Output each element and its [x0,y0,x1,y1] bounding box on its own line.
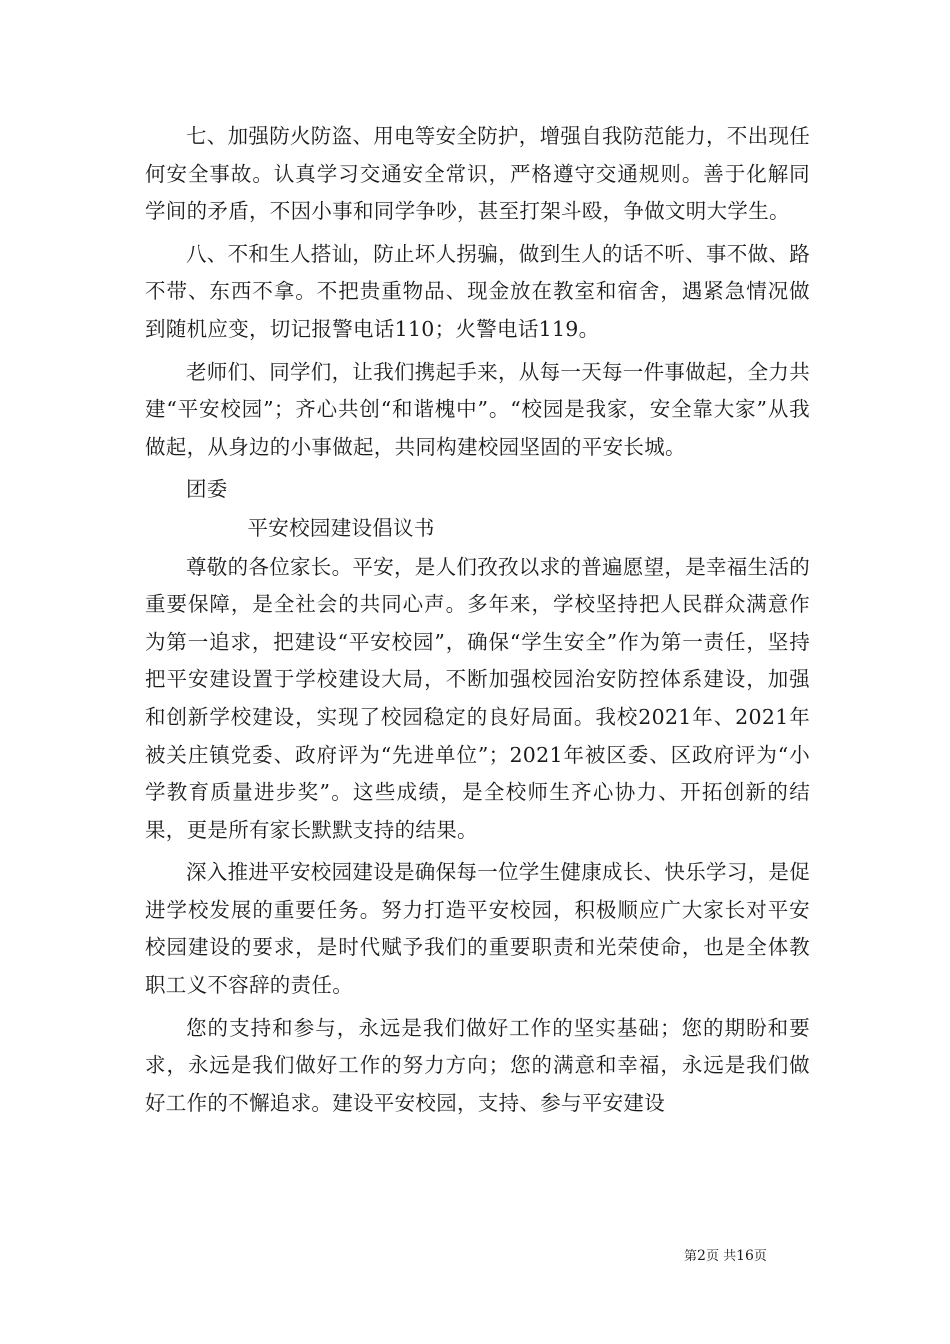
paragraph-closing-call: 老师们、同学们，让我们携起手来，从每一天每一件事做起，全力共建“平安校园”；齐心共创“和谐槐中”。“校园是我家，安全靠大家”从我做起，从身边的小事做起，共同构建校园坚固的平安长城。 [145,359,810,459]
paragraph-safety-fire: 七、加强防火防盗、用电等安全防护，增强自我防范能力，不出现任何安全事故。认真学习交通安全常识，严格遵守交通规则。善于化解同学间的矛盾，不因小事和同学争吵，甚至打架斗殴，争做文明大学生。 [145,124,810,224]
paragraph-strangers: 八、不和生人搭讪，防止坏人拐骗，做到生人的话不听、事不做、路不带、东西不拿。不把贵重物品、现金放在教室和宿舍，遇紧急情况做到随机应变，切记报警电话110；火警电话119。 [145,241,810,341]
document-body [145,118,810,1127]
paragraph-promote-safety: 深入推进平安校园建设是确保每一位学生健康成长、快乐学习，是促进学校发展的重要任务。努力打造平安校园，积极顺应广大家长对平安校园建设的要求，是时代赋予我们的重要职责和光荣使命，也是全体教职工义不容辞的责任。 [145,860,810,998]
proposal-title: 平安校园建设倡议书 [247,515,435,540]
footer-prefix: 第 [684,1249,698,1264]
page-number-footer [684,1247,767,1266]
signature-youth-league: 团委 [186,477,228,502]
paragraph-support: 您的支持和参与，永远是我们做好工作的坚实基础；您的期盼和要求，永远是我们做好工作的努力方向；您的满意和幸福，永远是我们做好工作的不懈追求。建设平安校园，支持、参与平安建设 [145,1015,810,1115]
footer-total-pages: 16 [736,1248,754,1264]
footer-current-page: 2 [697,1248,706,1264]
footer-middle: 页 共 [705,1249,737,1264]
paragraph-dear-parents: 尊敬的各位家长。平安，是人们孜孜以求的普遍愿望，是幸福生活的重要保障，是全社会的共同心声。多年来，学校坚持把人民群众满意作为第一追求，把建设“平安校园”，确保“学生安全”作为第一责任，坚持把平安建设置于学校建设大局，不断加强校园治安防控体系建设，加强和创新学校建设，实现了校园稳定的良好局面。我校2021年、2021年被关庄镇党委、政府评为“先进单位”；2021年被区委、区政府评为“小学教育质量进步奖”。这些成绩，是全校师生齐心协力、开拓创新的结果，更是所有家长默默支持的结果。 [145,554,810,842]
footer-suffix: 页 [753,1249,767,1264]
